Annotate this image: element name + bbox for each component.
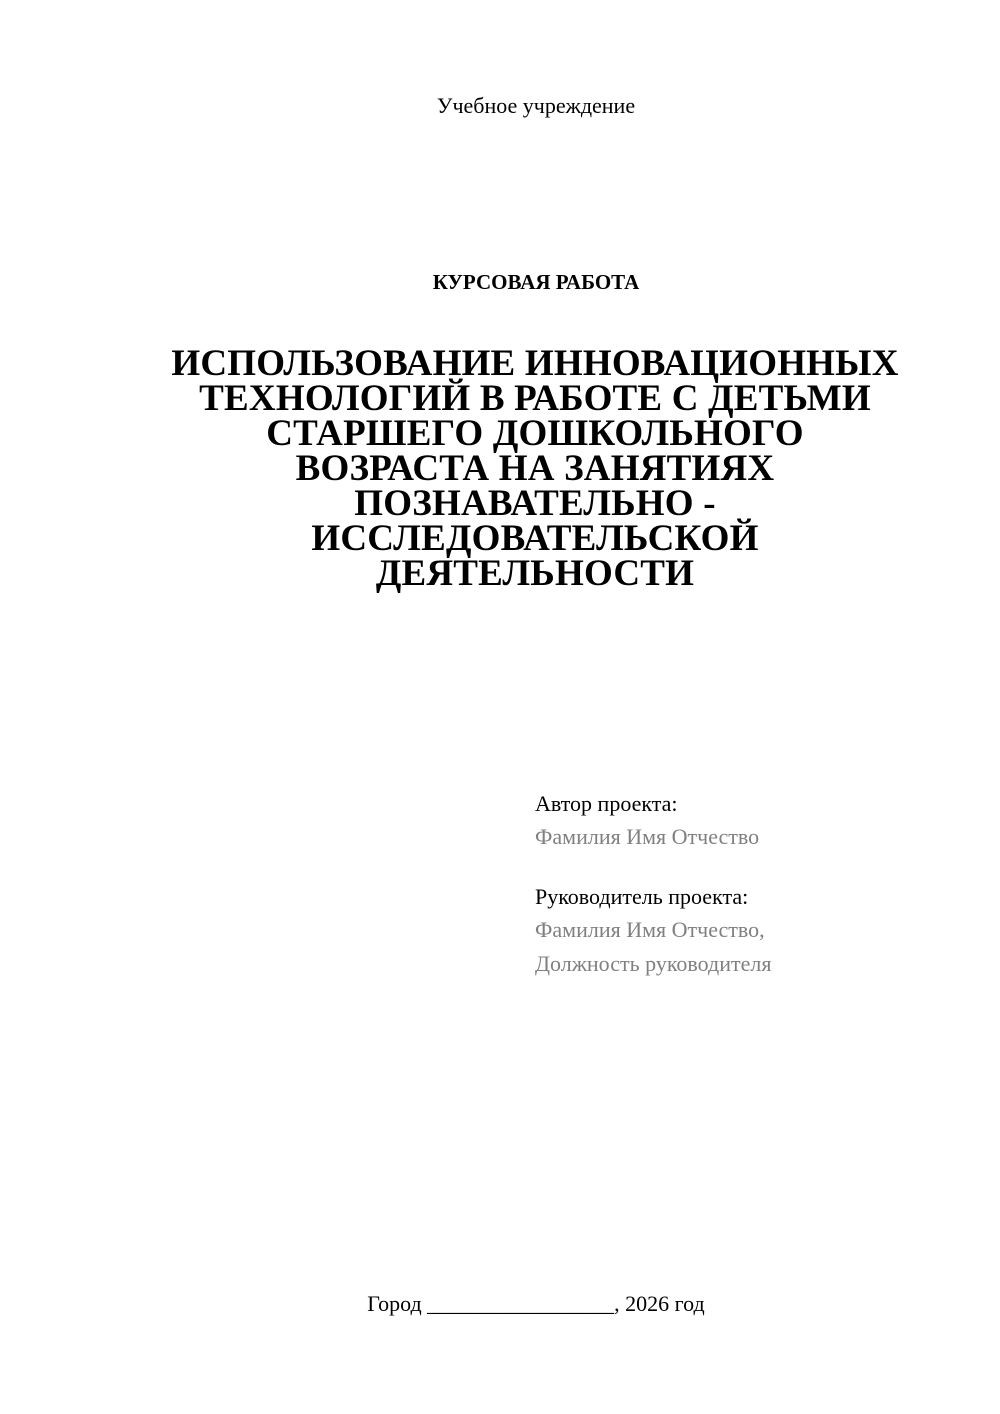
title-line: ИСПОЛЬЗОВАНИЕ ИННОВАЦИОННЫХ — [171, 343, 899, 384]
supervisor-label: Руководитель проекта: — [535, 884, 749, 909]
credits-section — [535, 788, 975, 981]
author-block — [535, 788, 975, 854]
author-label: Автор проекта: — [535, 791, 678, 816]
title-line: ИССЛЕДОВАТЕЛЬСКОЙ — [311, 518, 759, 559]
title-line: ДЕЯТЕЛЬНОСТИ — [375, 553, 695, 594]
title-line: ПОЗНАВАТЕЛЬНО - — [354, 483, 716, 524]
supervisor-block — [535, 881, 975, 981]
title-line: СТАРШЕГО ДОШКОЛЬНОГО — [266, 413, 804, 454]
supervisor-position: Должность руководителя — [535, 951, 772, 976]
title-line: ВОЗРАСТА НА ЗАНЯТИЯХ — [295, 448, 775, 489]
supervisor-name: Фамилия Имя Отчество, — [535, 917, 765, 942]
title-line: ТЕХНОЛОГИЙ В РАБОТЕ С ДЕТЬМИ — [199, 378, 871, 419]
document-type-label: КУРСОВАЯ РАБОТА — [432, 270, 640, 294]
institution-name: Учебное учреждение — [436, 93, 636, 118]
author-name: Фамилия Имя Отчество — [535, 824, 760, 849]
city-year-line: Город _________________, 2026 год — [367, 1291, 705, 1316]
document-title — [150, 343, 920, 594]
